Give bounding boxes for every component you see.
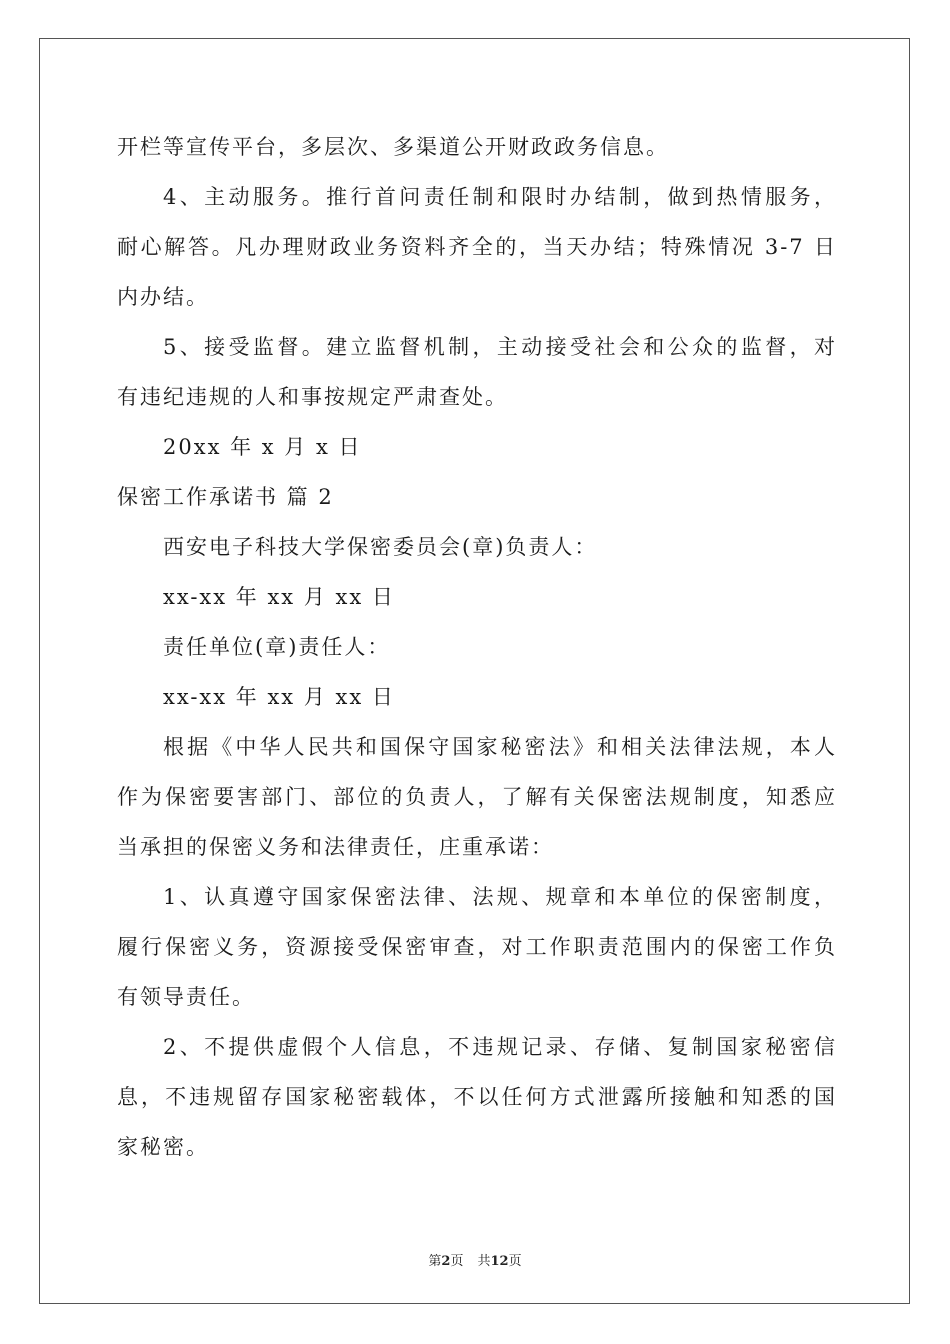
text-line: 责任单位(章)责任人： [163,635,391,659]
text-line: 5、接受监督。建立监督机制，主动接受社会和公众的监督，对 [163,335,837,359]
page-number-prefix: 第 [428,1254,442,1269]
text-line: 家秘密。 [117,1135,209,1159]
page-total-prefix: 共 [477,1254,491,1269]
text-line: 西安电子科技大学保密委员会(章)负责人： [163,535,598,559]
text-line: 当承担的保密义务和法律责任，庄重承诺： [117,835,554,859]
page-total-suffix: 页 [508,1254,522,1269]
page-number-suffix: 页 [450,1254,464,1269]
text-line: 根据《中华人民共和国保守国家秘密法》和相关法律法规，本人 [163,735,837,759]
page-number-current: 2 [441,1254,451,1269]
text-line: 1、认真遵守国家保密法律、法规、规章和本单位的保密制度， [163,885,837,909]
text-line: 开栏等宣传平台，多层次、多渠道公开财政政务信息。 [117,135,669,159]
text-line: 作为保密要害部门、部位的负责人，了解有关保密法规制度，知悉应 [117,785,837,809]
date-line: 20xx 年 x 月 x 日 [163,435,362,459]
text-line: 有违纪违规的人和事按规定严肃查处。 [117,385,508,409]
page-total: 12 [490,1254,509,1269]
text-line: 息，不违规留存国家秘密载体，不以任何方式泄露所接触和知悉的国 [117,1085,837,1109]
date-line: xx-xx 年 xx 月 xx 日 [163,685,395,709]
text-line: 有领导责任。 [117,985,255,1009]
text-line: 2、不提供虚假个人信息，不违规记录、存储、复制国家秘密信 [163,1035,837,1059]
document-body [117,122,837,1172]
section-heading: 保密工作承诺书 篇 2 [117,485,334,509]
text-line: 4、主动服务。推行首问责任制和限时办结制，做到热情服务， [163,185,837,209]
page-footer [0,1250,950,1269]
date-line: xx-xx 年 xx 月 xx 日 [163,585,395,609]
text-line: 耐心解答。凡办理财政业务资料齐全的，当天办结；特殊情况 3-7 日 [117,235,837,259]
text-line: 内办结。 [117,285,209,309]
text-line: 履行保密义务，资源接受保密审查，对工作职责范围内的保密工作负 [117,935,837,959]
